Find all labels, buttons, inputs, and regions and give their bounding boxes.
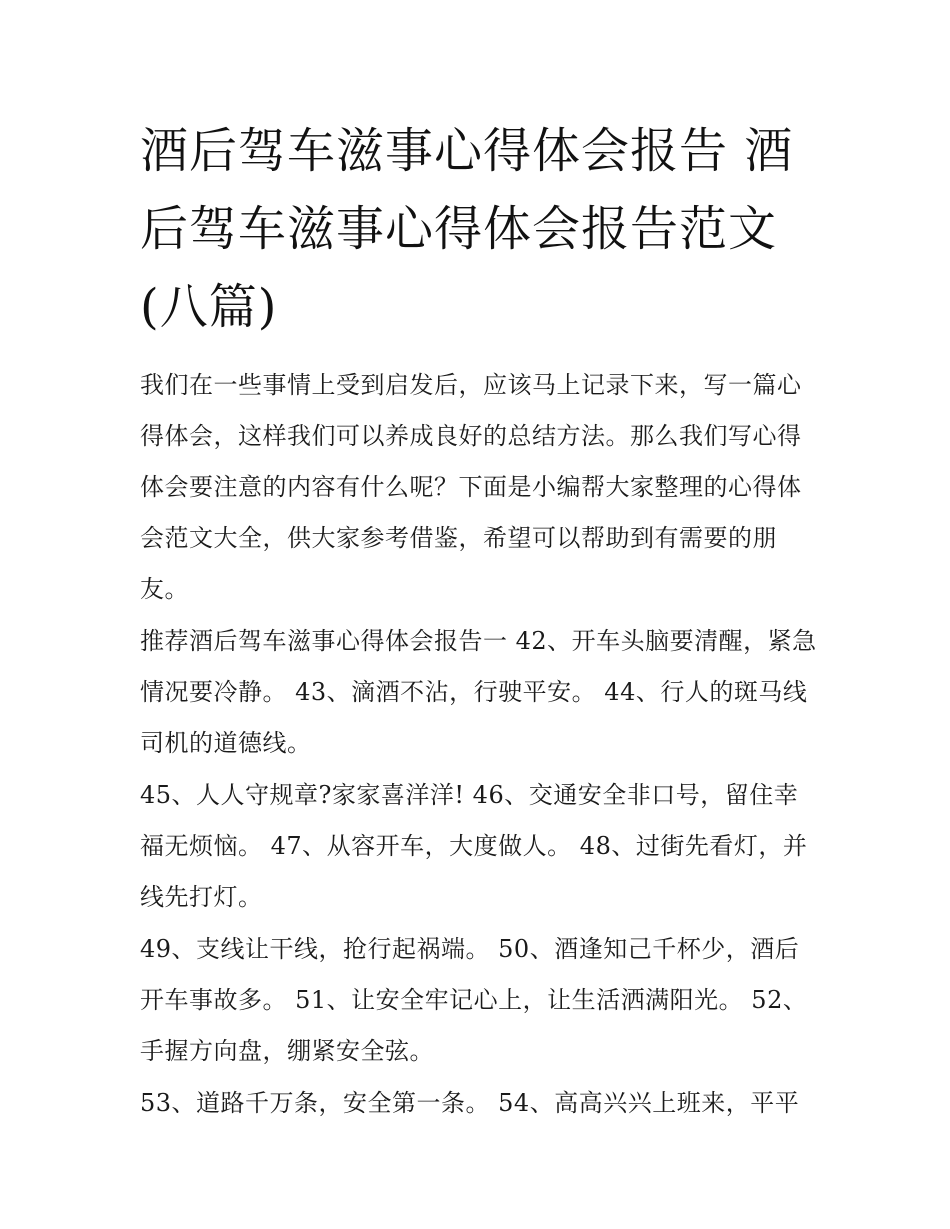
- document-title: 酒后驾车滋事心得体会报告 酒后驾车滋事心得体会报告范文(八篇): [140, 123, 794, 335]
- paragraph-intro: 我们在一些事情上受到启发后，应该马上记录下来，写一篇心得体会，这样我们可以养成良好的总结方法。那么我们写心得体会要注意的内容有什么呢？下面是小编帮大家整理的心得体会范文大全，供大家参考借鉴，希望可以帮助到有需要的朋友。: [140, 371, 802, 603]
- paragraph-slogans-53-54: 53、道路千万条，安全第一条。 54、高高兴兴上班来，平平: [140, 1089, 800, 1117]
- paragraph-slogans-49-52: 49、支线让干线，抢行起祸端。 50、酒逢知己千杯少，酒后开车事故多。 51、让安全牢记心上，让生活洒满阳光。 52、手握方向盘，绷紧安全弦。: [140, 935, 808, 1065]
- paragraph-slogans-45-48: 45、人人守规章?家家喜洋洋! 46、交通安全非口号，留住幸福无烦恼。 47、从容开车，大度做人。 48、过街先看灯，并线先打灯。: [140, 781, 808, 911]
- paragraph-slogans-42-44: 推荐酒后驾车滋事心得体会报告一 42、开车头脑要清醒，紧急情况要冷静。 43、滴酒不沾，行驶平安。 44、行人的斑马线司机的道德线。: [140, 627, 817, 757]
